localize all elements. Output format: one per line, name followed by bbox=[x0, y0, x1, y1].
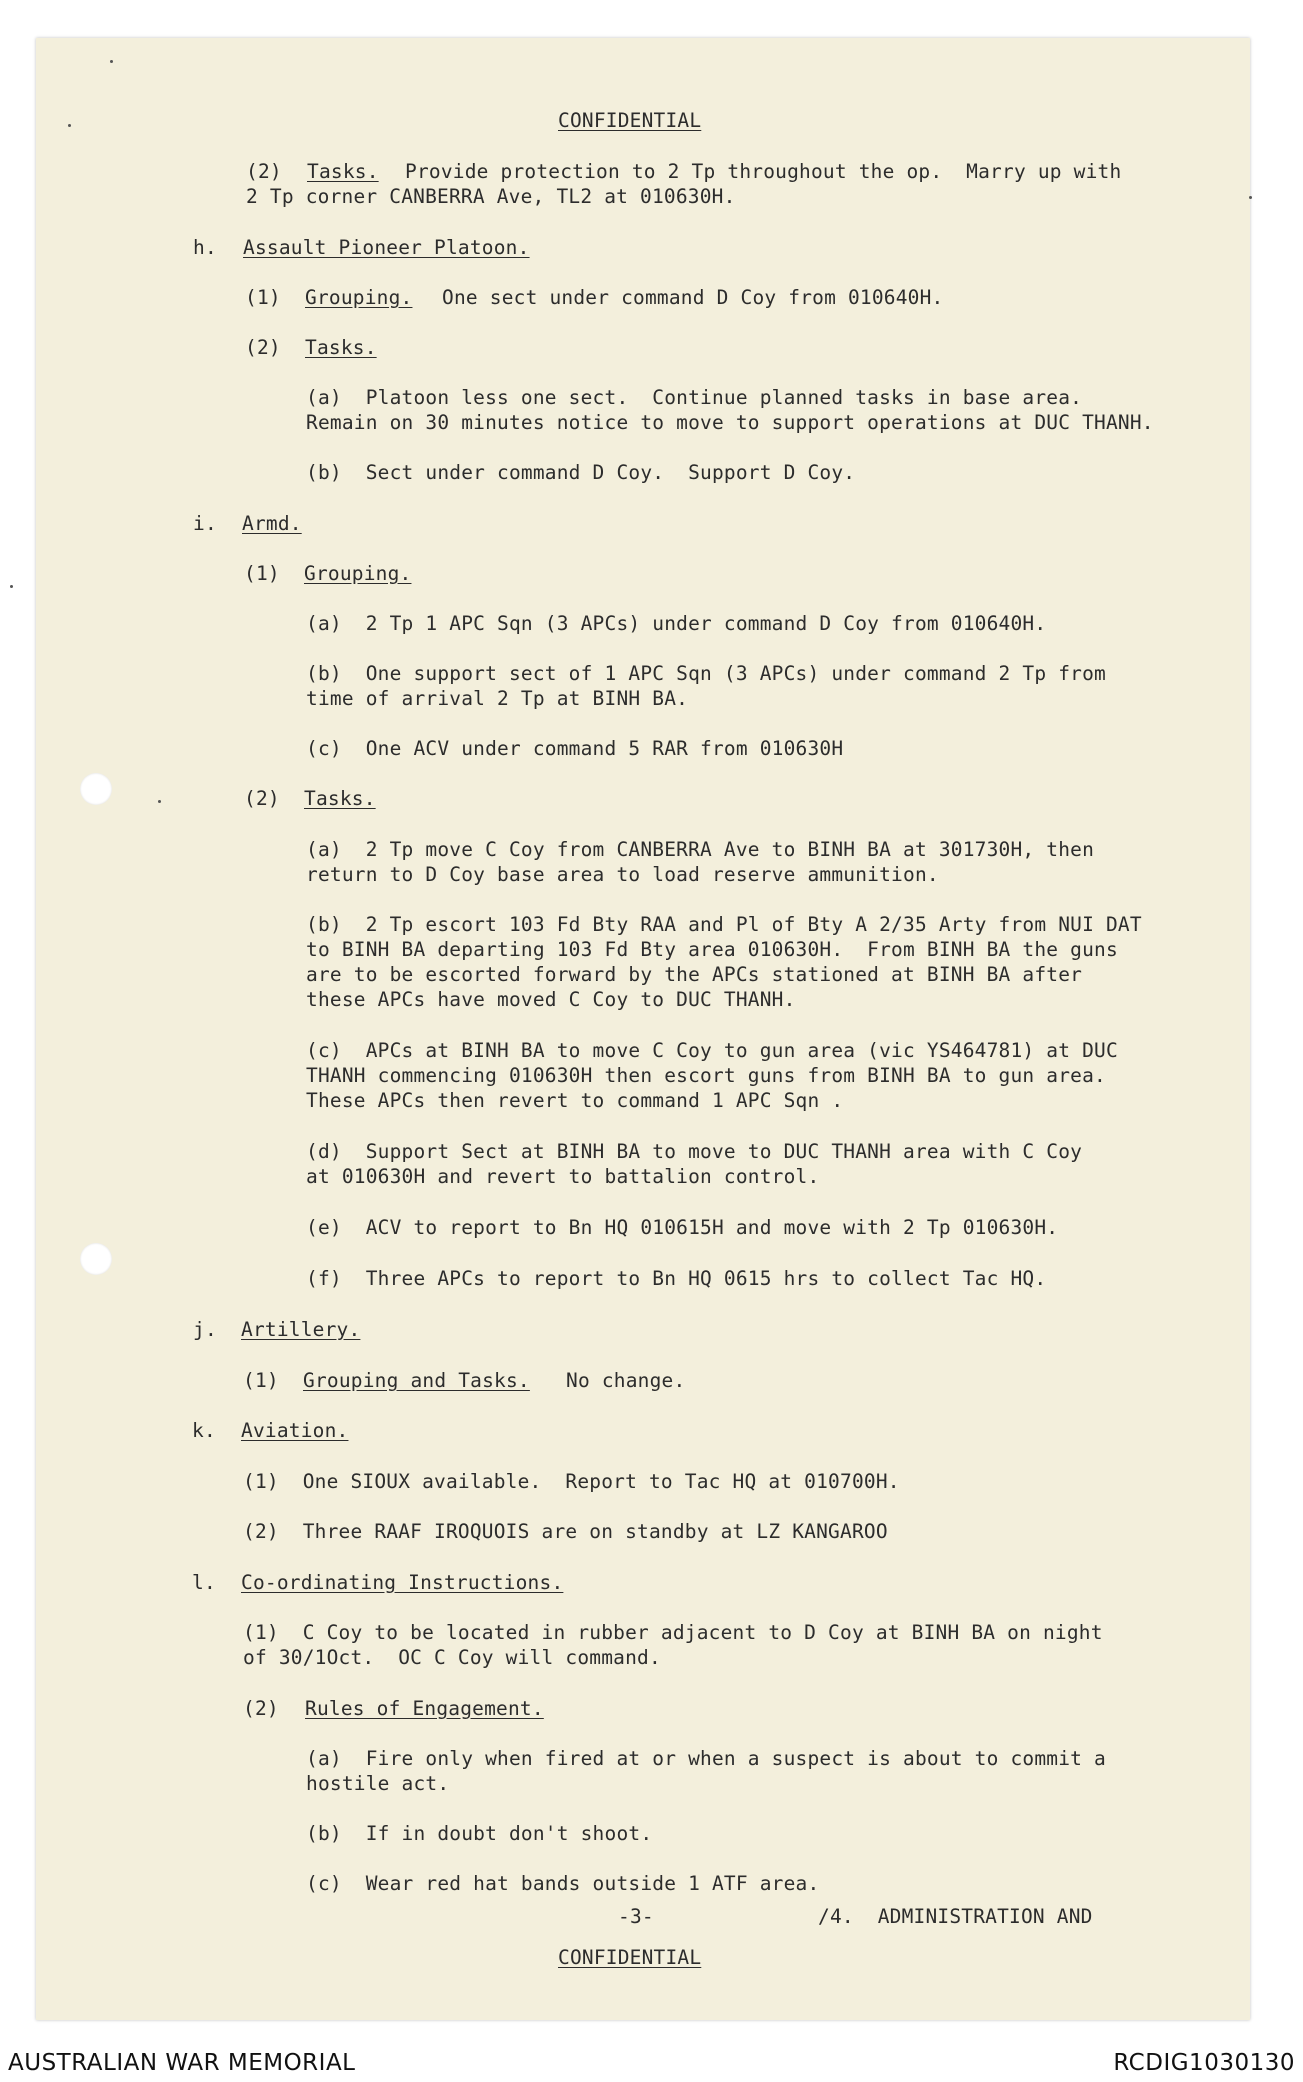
i-grouping-c: (c) One ACV under command 5 RAR from 010630H bbox=[306, 737, 844, 760]
i-title: Armd. bbox=[242, 512, 302, 535]
h-grouping-label: Grouping. bbox=[305, 286, 413, 309]
g-tasks-num: (2) bbox=[246, 160, 282, 183]
i-tasks-c-line1: (c) APCs at BINH BA to move C Coy to gun area (vic YS464781) at DUC bbox=[306, 1039, 1118, 1062]
h-tasks-num: (2) bbox=[245, 336, 281, 359]
k-item2: (2) Three RAAF IROQUOIS are on standby at LZ KANGAROO bbox=[243, 1520, 888, 1543]
j-label: Grouping and Tasks. bbox=[303, 1369, 530, 1392]
i-tasks-b-line1: (b) 2 Tp escort 103 Fd Bty RAA and Pl of Bty A 2/35 Arty from NUI DAT bbox=[306, 913, 1142, 936]
i-tasks-label: Tasks. bbox=[304, 787, 376, 810]
h-grouping-text: One sect under command D Coy from 010640H. bbox=[442, 286, 944, 309]
k-title: Aviation. bbox=[241, 1419, 349, 1442]
paper-speck bbox=[110, 60, 113, 63]
k-item1: (1) One SIOUX available. Report to Tac HQ at 010700H. bbox=[243, 1470, 900, 1493]
h-tasks-label: Tasks. bbox=[305, 336, 377, 359]
l-roe-c: (c) Wear red hat bands outside 1 ATF area. bbox=[306, 1872, 820, 1895]
j-text: No change. bbox=[566, 1369, 686, 1392]
i-tasks-f: (f) Three APCs to report to Bn HQ 0615 hrs to collect Tac HQ. bbox=[306, 1267, 1047, 1290]
h-title: Assault Pioneer Platoon. bbox=[243, 236, 530, 259]
i-tasks-c-line3: These APCs then revert to command 1 APC Sqn . bbox=[306, 1089, 844, 1112]
paper-speck bbox=[158, 800, 161, 803]
paper-speck bbox=[1249, 196, 1252, 199]
l-roe-b: (b) If in doubt don't shoot. bbox=[306, 1822, 653, 1845]
l-roe-a-line1: (a) Fire only when fired at or when a suspect is about to commit a bbox=[306, 1747, 1106, 1770]
i-tasks-b-line3: are to be escorted forward by the APCs stationed at BINH BA after bbox=[306, 963, 1083, 986]
archive-footer-left: AUSTRALIAN WAR MEMORIAL bbox=[8, 2050, 356, 2076]
i-letter: i. bbox=[193, 512, 217, 535]
j-letter: j. bbox=[193, 1318, 217, 1341]
document-page bbox=[36, 38, 1250, 2020]
k-letter: k. bbox=[192, 1419, 216, 1442]
l-letter: l. bbox=[192, 1571, 216, 1594]
i-grouping-b-line1: (b) One support sect of 1 APC Sqn (3 APCs) under command 2 Tp from bbox=[306, 662, 1106, 685]
i-grouping-label: Grouping. bbox=[304, 562, 412, 585]
l-roe-label: Rules of Engagement. bbox=[305, 1697, 544, 1720]
g-tasks-label: Tasks. bbox=[307, 160, 379, 183]
continuation-note: /4. ADMINISTRATION AND bbox=[818, 1905, 1093, 1928]
h-tasks-a-line1: (a) Platoon less one sect. Continue planned tasks in base area. bbox=[306, 386, 1083, 409]
g-tasks-line1: Provide protection to 2 Tp throughout the op. Marry up with bbox=[405, 160, 1122, 183]
l-item1-line1: (1) C Coy to be located in rubber adjacent to D Coy at BINH BA on night bbox=[243, 1621, 1103, 1644]
page-number: -3- bbox=[618, 1905, 654, 1928]
i-tasks-c-line2: THANH commencing 010630H then escort guns from BINH BA to gun area. bbox=[306, 1064, 1106, 1087]
l-roe-num: (2) bbox=[243, 1697, 279, 1720]
l-roe-a-line2: hostile act. bbox=[306, 1772, 450, 1795]
punch-hole-bottom bbox=[80, 1243, 112, 1275]
h-letter: h. bbox=[193, 236, 217, 259]
archive-footer-right: RCDIG1030130 bbox=[1113, 2050, 1295, 2076]
i-grouping-num: (1) bbox=[244, 562, 280, 585]
j-title: Artillery. bbox=[241, 1318, 361, 1341]
i-tasks-b-line4: these APCs have moved C Coy to DUC THANH. bbox=[306, 988, 796, 1011]
i-tasks-num: (2) bbox=[244, 787, 280, 810]
paper-speck bbox=[10, 585, 13, 588]
i-grouping-a: (a) 2 Tp 1 APC Sqn (3 APCs) under command D Coy from 010640H. bbox=[306, 612, 1047, 635]
i-tasks-e: (e) ACV to report to Bn HQ 010615H and move with 2 Tp 010630H. bbox=[306, 1216, 1059, 1239]
classification-footer: CONFIDENTIAL bbox=[558, 1946, 702, 1969]
i-tasks-d-line1: (d) Support Sect at BINH BA to move to DUC THANH area with C Coy bbox=[306, 1140, 1083, 1163]
paper-speck bbox=[68, 124, 71, 127]
h-tasks-a-line2: Remain on 30 minutes notice to move to support operations at DUC THANH. bbox=[306, 411, 1154, 434]
i-tasks-b-line2: to BINH BA departing 103 Fd Bty area 010630H. From BINH BA the guns bbox=[306, 938, 1118, 961]
h-tasks-b: (b) Sect under command D Coy. Support D Coy. bbox=[306, 461, 856, 484]
i-grouping-b-line2: time of arrival 2 Tp at BINH BA. bbox=[306, 687, 689, 710]
l-item1-line2: of 30/1Oct. OC C Coy will command. bbox=[243, 1646, 661, 1669]
j-num: (1) bbox=[243, 1369, 279, 1392]
i-tasks-a-line2: return to D Coy base area to load reserve ammunition. bbox=[306, 863, 939, 886]
i-tasks-d-line2: at 010630H and revert to battalion control. bbox=[306, 1165, 820, 1188]
g-tasks-line2: 2 Tp corner CANBERRA Ave, TL2 at 010630H. bbox=[246, 185, 736, 208]
l-title: Co-ordinating Instructions. bbox=[241, 1571, 564, 1594]
i-tasks-a-line1: (a) 2 Tp move C Coy from CANBERRA Ave to BINH BA at 301730H, then bbox=[306, 838, 1095, 861]
classification-header: CONFIDENTIAL bbox=[558, 109, 702, 132]
h-grouping-num: (1) bbox=[245, 286, 281, 309]
punch-hole-top bbox=[80, 773, 112, 805]
